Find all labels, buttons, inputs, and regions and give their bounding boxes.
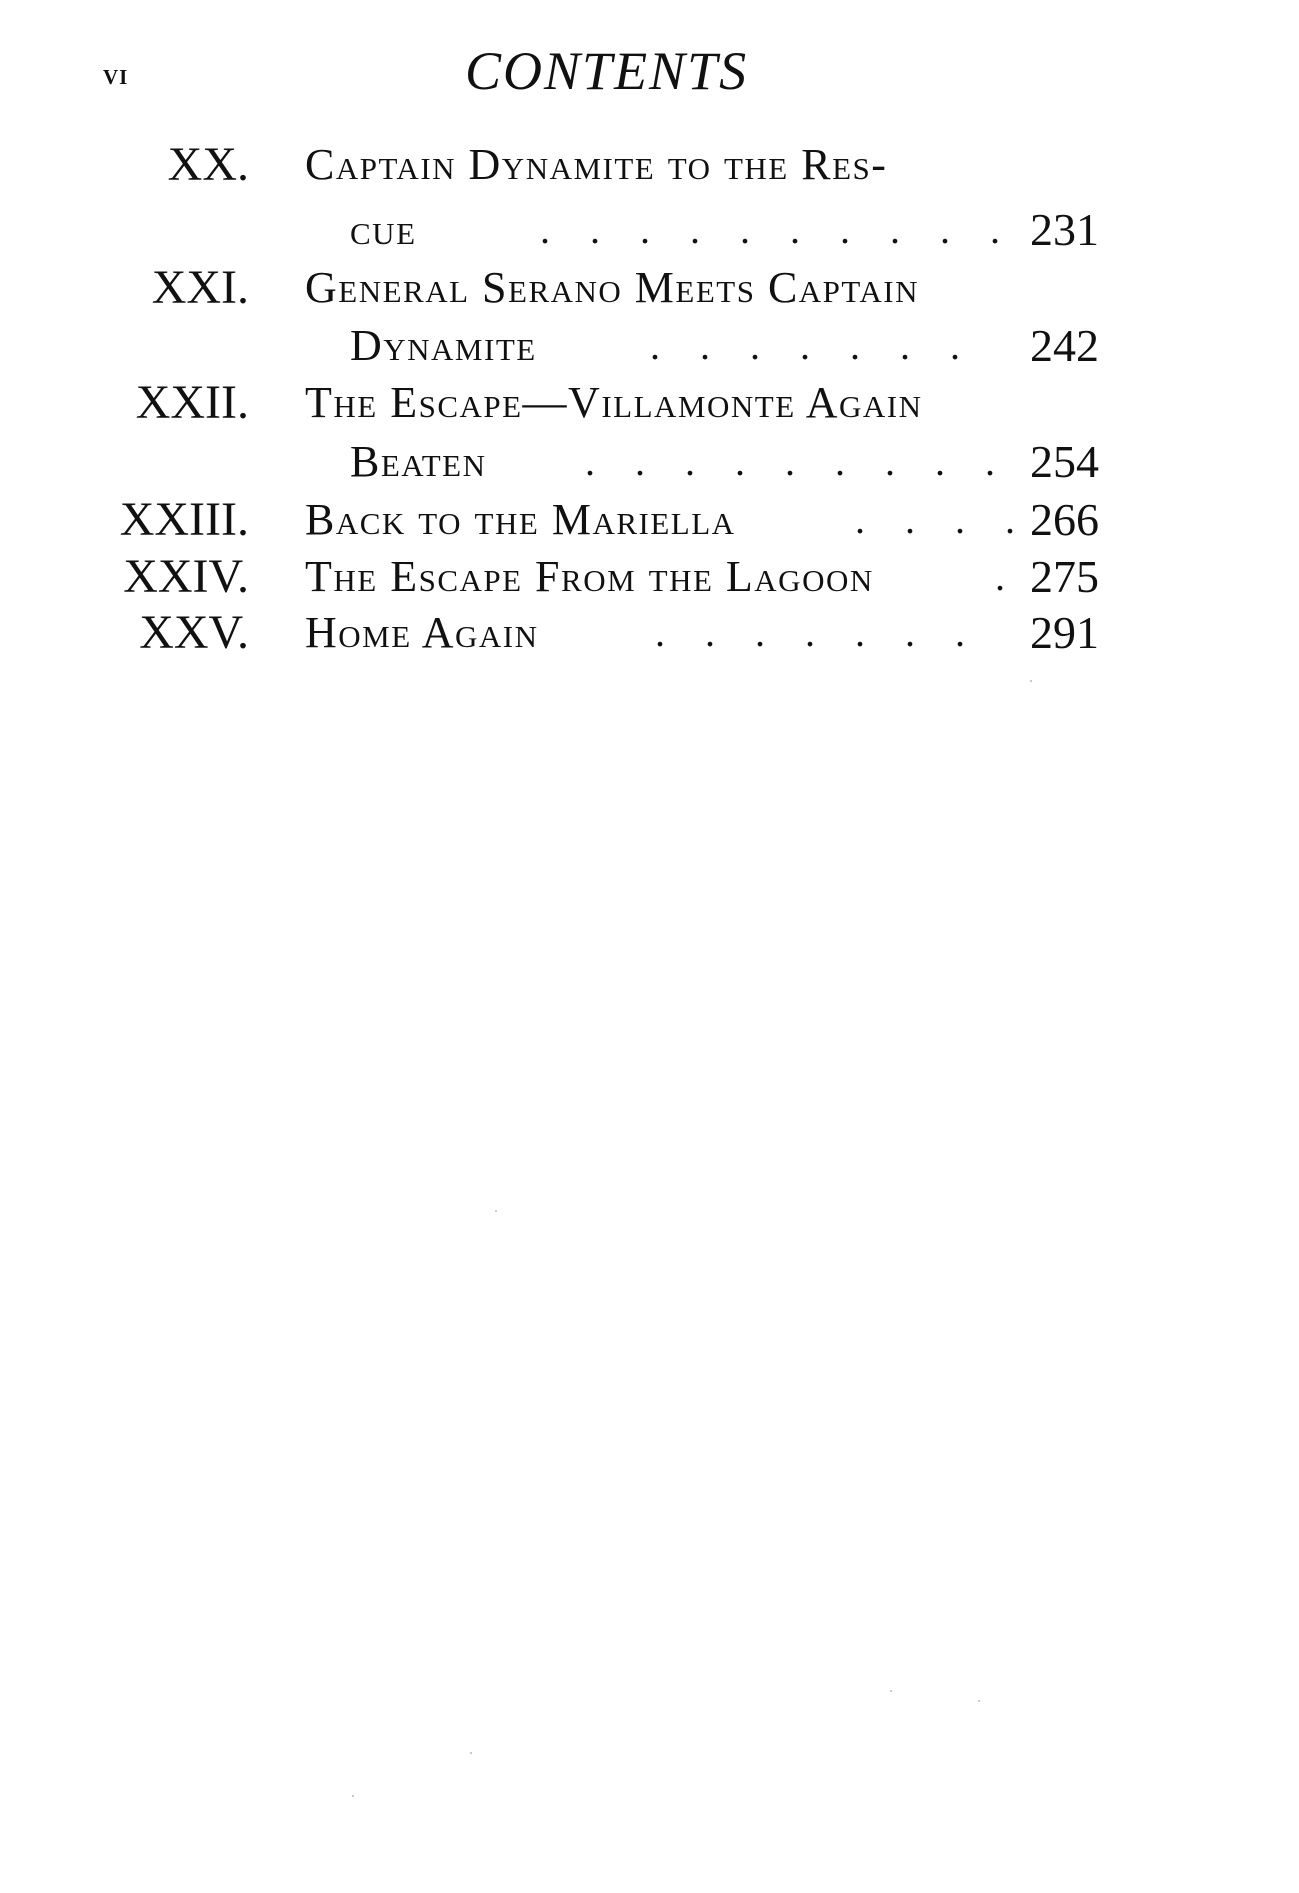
page-number: 266	[1030, 494, 1099, 545]
chapter-title: The Escape From the Lagoon	[305, 552, 874, 601]
page-number: 242	[1030, 320, 1099, 371]
chapter-title: The Escape—Villamonte Again	[305, 378, 923, 427]
dot-leader: .	[995, 554, 1005, 599]
chapter-numeral: XXI.	[151, 261, 249, 314]
chapter-numeral: XXV.	[139, 606, 249, 659]
toc-entry-22-continued	[0, 432, 1299, 492]
running-head: CONTENTS	[465, 41, 749, 101]
chapter-numeral: XXIII.	[119, 493, 249, 546]
chapter-title: Home Again	[305, 608, 539, 657]
dot-leader: . . . . . . .	[655, 610, 965, 655]
toc-entry-24	[0, 547, 1299, 607]
toc-entry-20-continued	[0, 200, 1299, 260]
toc-entry-23	[0, 490, 1299, 550]
chapter-numeral: XX.	[167, 138, 249, 191]
page-number: 254	[1030, 436, 1099, 487]
toc-entry-22	[0, 373, 1299, 433]
page-number: 231	[1030, 204, 1099, 255]
toc-entry-20	[0, 135, 1299, 195]
page-number: 275	[1030, 551, 1099, 602]
chapter-title-continued: Dynamite	[350, 321, 537, 370]
dot-leader: . . . .	[855, 497, 1015, 542]
dot-leader: . . . . . . .	[650, 323, 960, 368]
chapter-title: Back to the Mariella	[305, 495, 736, 544]
chapter-title-continued: Beaten	[350, 437, 487, 486]
dot-leader: . . . . . . . . .	[585, 439, 995, 484]
toc-entry-25	[0, 603, 1299, 663]
toc-entry-21	[0, 258, 1299, 318]
chapter-title: Captain Dynamite to the Res-	[305, 140, 888, 189]
dot-leader: . . . . . . . . . .	[540, 207, 1000, 252]
chapter-numeral: XXIV.	[123, 550, 249, 603]
chapter-title: General Serano Meets Captain	[305, 263, 919, 312]
page-number: 291	[1030, 607, 1099, 658]
chapter-title-continued: cue	[350, 205, 417, 254]
chapter-numeral: XXII.	[135, 376, 249, 429]
page-folio: vi	[103, 58, 129, 91]
toc-entry-21-continued	[0, 316, 1299, 376]
